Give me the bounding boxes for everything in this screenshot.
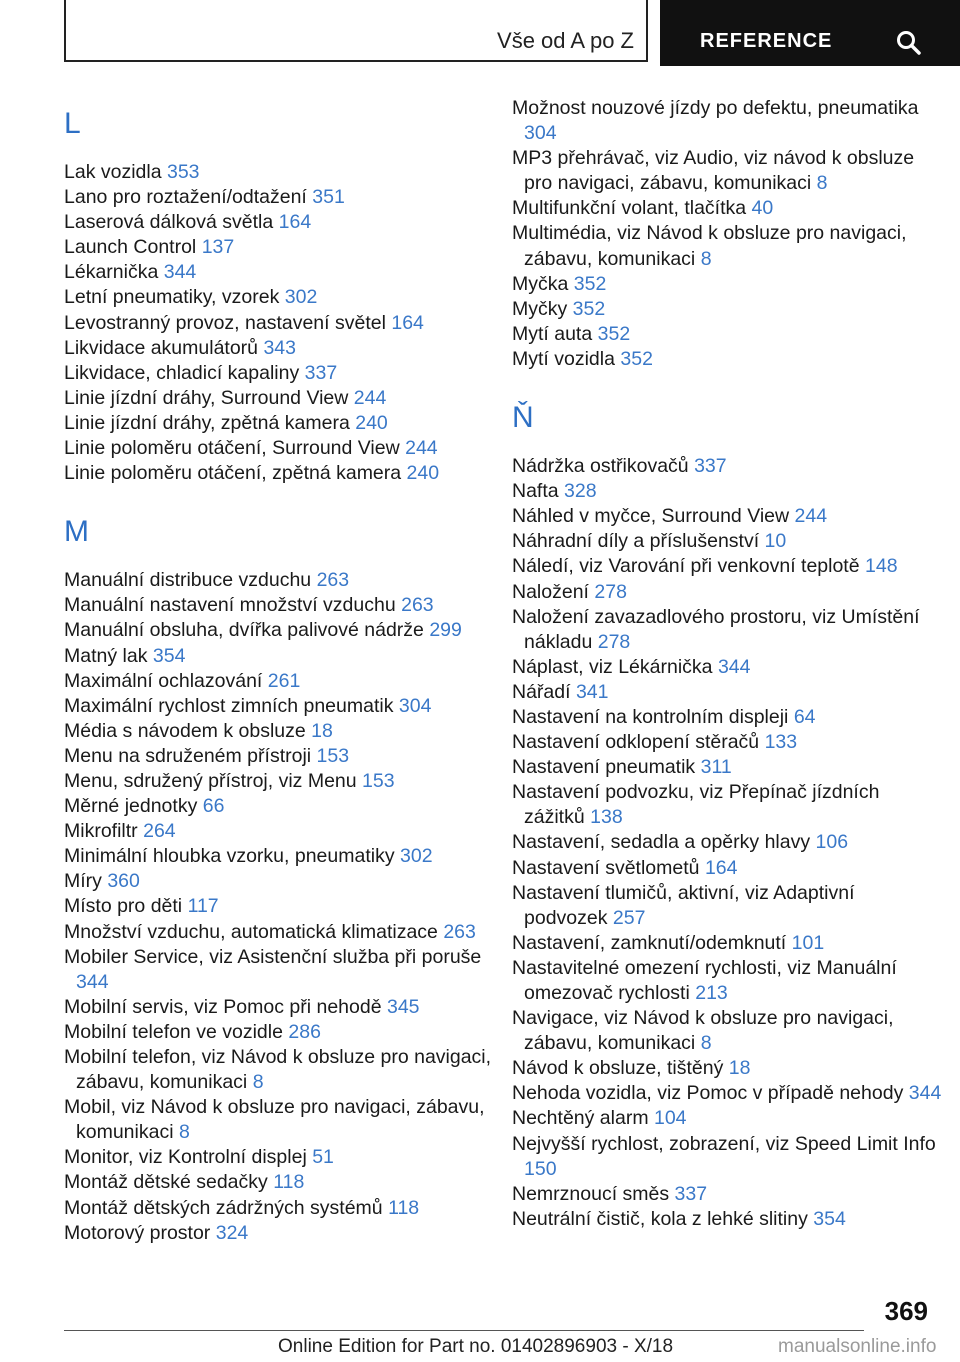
chapter-tab (64, 0, 648, 62)
page-reference-link[interactable]: 341 (575, 680, 609, 703)
page-reference-link[interactable]: 8 (816, 172, 828, 195)
index-entry-text: Mytí auta (512, 322, 593, 345)
index-entry-text: Nejvyšší rychlost, zobrazení, viz Speed Limit Info (512, 1132, 936, 1155)
index-entry-text: Nastavitelné omezení rychlosti, viz Manuální omezovač rychlosti (512, 956, 897, 1004)
index-entry (512, 1081, 942, 1106)
index-entry (64, 945, 494, 995)
index-entry (64, 1196, 494, 1221)
search-icon[interactable] (896, 30, 922, 56)
index-entry (64, 1170, 494, 1195)
index-entry (64, 185, 494, 210)
page-reference-link[interactable]: 337 (674, 1182, 708, 1205)
index-letter-heading: L (64, 107, 81, 140)
page-reference-link[interactable]: 40 (751, 197, 774, 220)
index-entry-text: Mytí vozidla (512, 347, 615, 370)
index-entry-text: Laserová dálková světla (64, 211, 274, 234)
index-entry (64, 1145, 494, 1170)
page-reference-link[interactable]: 164 (278, 211, 312, 234)
page-reference-link[interactable]: 240 (406, 462, 440, 485)
page-reference-link[interactable]: 311 (700, 756, 732, 779)
section-title: REFERENCE (700, 30, 833, 52)
index-entry-text: Manuální nastavení množství vzduchu (64, 594, 396, 617)
page-reference-link[interactable]: 352 (573, 272, 607, 295)
index-entry-text: Likvidace, chladicí kapaliny (64, 361, 300, 384)
index-entry (512, 605, 942, 655)
index-entry (512, 1207, 942, 1232)
index-entry (512, 1182, 942, 1207)
page-reference-link[interactable]: 153 (316, 744, 350, 767)
index-entry (64, 894, 494, 919)
index-entry (64, 336, 494, 361)
index-entry-text: Nastavení světlometů (512, 856, 700, 879)
page-reference-link[interactable]: 213 (695, 982, 728, 1004)
index-entry-text: Linie jízdní dráhy, Surround View (64, 386, 349, 409)
index-entry-text: Mobilní telefon, viz Návod k obsluze pro navigaci, zábavu, komunikaci (64, 1046, 492, 1094)
index-entry (512, 780, 942, 830)
index-entry (512, 705, 942, 730)
page-reference-link[interactable]: 118 (388, 1196, 420, 1219)
index-entry-text: Mobilní servis, viz Pomoc při nehodě (64, 995, 382, 1018)
index-entry-text: Minimální hloubka vzorku, pneumatiky (64, 845, 395, 868)
index-entry (512, 1006, 942, 1056)
index-entry (512, 529, 942, 554)
index-entry (64, 995, 494, 1020)
page-reference-link[interactable]: 8 (178, 1121, 190, 1144)
index-entry (64, 461, 494, 486)
index-entry (64, 1095, 494, 1145)
index-entry (512, 322, 942, 347)
index-entry (512, 454, 942, 479)
index-entry (64, 386, 494, 411)
index-entry-text: Nastavení pneumatik (512, 756, 696, 779)
page-reference-link[interactable]: 324 (215, 1221, 249, 1244)
page-reference-link[interactable]: 354 (152, 644, 186, 667)
page-reference-link[interactable]: 304 (398, 694, 432, 717)
index-entry (64, 920, 494, 945)
page-reference-link[interactable]: 18 (311, 719, 333, 742)
page-reference-link[interactable]: 133 (764, 731, 798, 754)
index-entry-text: Nemrznoucí směs (512, 1182, 670, 1205)
index-entry (64, 593, 494, 618)
index-entry (512, 196, 942, 221)
index-entry (512, 580, 942, 605)
index-entry-text: Maximální rychlost zimních pneumatik (64, 694, 394, 717)
index-entry (512, 347, 942, 372)
index-entry (512, 504, 942, 529)
index-entry (512, 956, 942, 1006)
page-reference-link[interactable]: 344 (163, 261, 197, 284)
index-entry-text: Myčky (512, 297, 568, 320)
page-reference-link[interactable]: 10 (764, 530, 787, 553)
index-entry (512, 272, 942, 297)
page-reference-link[interactable]: 138 (590, 806, 623, 829)
index-entry (512, 680, 942, 705)
index-entry (512, 655, 942, 680)
index-entry (64, 744, 494, 769)
section-spacer (512, 372, 942, 390)
index-entry-text: Montáž dětské sedačky (64, 1171, 268, 1194)
index-entry (512, 146, 942, 196)
page-reference-link[interactable]: 352 (597, 322, 631, 345)
index-entry (64, 436, 494, 461)
index-entry-text: Nářadí (512, 680, 571, 703)
index-entry-text: Maximální ochlazování (64, 669, 263, 692)
page-reference-link[interactable]: 263 (316, 569, 350, 592)
page-reference-link[interactable]: 286 (288, 1020, 321, 1043)
index-entry-text: Měrné jednotky (64, 795, 198, 818)
page-reference-link[interactable]: 278 (597, 630, 631, 653)
index-entry-text: Lak vozidla (64, 161, 162, 183)
page-reference-link[interactable]: 354 (813, 1207, 846, 1230)
index-entry (64, 794, 494, 819)
index-entry-text: Nafta (512, 480, 559, 503)
page-reference-link[interactable]: 352 (620, 347, 653, 370)
page-reference-link[interactable]: 117 (187, 895, 219, 918)
index-entry (512, 297, 942, 322)
page-reference-link[interactable]: 18 (728, 1057, 751, 1080)
index-entry (64, 260, 494, 285)
page-reference-link[interactable]: 344 (717, 655, 751, 678)
index-entry (512, 856, 942, 881)
page-reference-link[interactable]: 148 (865, 555, 898, 578)
page-reference-link[interactable]: 261 (267, 669, 301, 692)
index-entry-text: Lékarnička (64, 261, 159, 284)
index-entry-text: Linie jízdní dráhy, zpětná kamera (64, 411, 350, 434)
index-entry-text: Menu, sdružený přístroj, viz Menu (64, 769, 357, 792)
index-entry-text: Návod k obsluze, tištěný (512, 1057, 724, 1080)
index-entry (64, 719, 494, 744)
index-entry-text: Nastavení odklopení stěračů (512, 731, 760, 754)
index-column-right (512, 96, 942, 1232)
index-entry-text: Nastavení na kontrolním displeji (512, 705, 789, 728)
index-entry (64, 361, 494, 386)
index-entry-text: Monitor, viz Kontrolní displej (64, 1146, 307, 1169)
page-reference-link[interactable]: 304 (524, 122, 557, 145)
page-reference-link[interactable]: 64 (793, 705, 816, 728)
index-entry-text: Menu na sdruženém přístroji (64, 744, 312, 767)
index-entry-text: Lano pro roztažení/odtažení (64, 186, 307, 209)
index-entry-text: Motorový prostor (64, 1221, 211, 1244)
index-entry (64, 869, 494, 894)
index-entry (64, 644, 494, 669)
page-reference-link[interactable]: 263 (401, 594, 434, 617)
index-entry-text: Myčka (512, 272, 569, 295)
page-reference-link[interactable]: 343 (263, 336, 296, 359)
section-spacer (64, 486, 494, 504)
page-reference-link[interactable]: 137 (201, 236, 235, 259)
index-entry-text: Likvidace akumulátorů (64, 336, 259, 359)
page-reference-link[interactable]: 51 (312, 1146, 334, 1169)
index-entry-text: Multifunkční volant, tlačítka (512, 197, 747, 220)
index-entry (64, 311, 494, 336)
index-entry (512, 1106, 942, 1131)
index-entry-text: Nastavení, zamknutí/odemknutí (512, 931, 787, 954)
index-entry-text: Nastavení tlumičů, aktivní, viz Adaptivní podvozek (512, 881, 855, 929)
page-reference-link[interactable]: 244 (353, 386, 387, 409)
index-entry (64, 210, 494, 235)
index-entry (512, 1132, 942, 1182)
index-entry (64, 235, 494, 260)
index-entry-text: Montáž dětských zádržných systémů (64, 1196, 383, 1219)
index-entry (512, 931, 942, 956)
index-entry-text: Nastavení, sedadla a opěrky hlavy (512, 831, 811, 854)
section-tab[interactable] (660, 0, 960, 66)
index-column-left (64, 96, 494, 1246)
index-entry-text: Naložení (512, 580, 589, 603)
page-reference-link[interactable]: 66 (202, 795, 225, 818)
index-entry-text: Mikrofiltr (64, 820, 138, 843)
index-entry (64, 1045, 494, 1095)
index-entry-text: MP3 přehrávač, viz Audio, viz návod k obsluze pro navigaci, zábavu, komunikaci (512, 147, 915, 195)
index-entry (64, 1221, 494, 1246)
index-entry-text: Množství vzduchu, automatická klimatizace (64, 920, 438, 943)
index-entry (64, 411, 494, 436)
index-entry (64, 694, 494, 719)
index-entry (64, 568, 494, 593)
index-entry-text: Mobilní telefon ve vozidle (64, 1020, 283, 1043)
index-entry-text: Náhradní díly a příslušenství (512, 530, 760, 553)
page-reference-link[interactable]: 353 (166, 161, 200, 183)
index-entry-text: Nádržka ostřikovačů (512, 455, 689, 478)
page-reference-link[interactable]: 164 (704, 856, 738, 879)
page-reference-link[interactable]: 106 (815, 831, 849, 854)
index-entry (64, 160, 494, 185)
index-entry (512, 755, 942, 780)
index-entry-text: Média s návodem k obsluze (64, 719, 306, 742)
index-entry (64, 285, 494, 310)
index-entry (512, 479, 942, 504)
index-entry (512, 730, 942, 755)
page-reference-link[interactable]: 299 (429, 619, 462, 642)
index-entry-text: Mobiler Service, viz Asistenční služba při poruše (64, 945, 482, 968)
index-entry (512, 96, 942, 146)
page-reference-link[interactable]: 302 (284, 286, 318, 309)
index-entry-text: Launch Control (64, 236, 197, 259)
page-reference-link[interactable]: 360 (107, 870, 140, 893)
page-reference-link[interactable]: 263 (443, 920, 476, 943)
index-entry-text: Letní pneumatiky, vzorek (64, 286, 280, 309)
index-entry (64, 819, 494, 844)
page-reference-link[interactable]: 240 (355, 411, 388, 434)
page-reference-link[interactable]: 153 (362, 769, 395, 792)
index-entry-text: Náhled v myčce, Surround View (512, 505, 790, 528)
index-entry-text: Nechtěný alarm (512, 1107, 649, 1130)
index-entry (64, 1020, 494, 1045)
page-reference-link[interactable]: 101 (791, 931, 825, 954)
index-entry-text: Multimédia, viz Návod k obsluze pro navigaci, zábavu, komunikaci (512, 222, 907, 270)
index-letter-heading: M (64, 515, 89, 549)
index-entry (64, 769, 494, 794)
footer-divider (64, 1330, 864, 1331)
index-entry-text: Neutrální čistič, kola z lehké slitiny (512, 1207, 808, 1230)
page-reference-link[interactable]: 345 (386, 995, 420, 1018)
index-entry (512, 830, 942, 855)
page-reference-link[interactable]: 278 (594, 580, 627, 603)
index-entry-text: Náplast, viz Lékárnička (512, 655, 713, 678)
index-entry (64, 844, 494, 869)
index-entry-text: Linie poloměru otáčení, zpětná kamera (64, 462, 402, 485)
page-reference-link[interactable]: 150 (524, 1157, 557, 1180)
index-entry-text: Manuální distribuce vzduchu (64, 569, 312, 592)
page-reference-link[interactable]: 352 (572, 297, 606, 320)
index-letter-heading: Ň (512, 401, 534, 435)
index-entry (512, 554, 942, 579)
index-entry-text: Levostranný provoz, nastavení světel (64, 311, 386, 334)
page-reference-link[interactable]: 244 (405, 437, 438, 460)
page-reference-link[interactable]: 164 (391, 311, 424, 334)
watermark: manualsonline.info (778, 1336, 937, 1357)
index-entry-text: Mobil, viz Návod k obsluze pro navigaci, zábavu, komunikaci (64, 1096, 485, 1144)
page-reference-link[interactable]: 337 (304, 361, 338, 384)
page-reference-link[interactable]: 264 (143, 820, 176, 843)
index-entry-text: Nastavení podvozku, viz Přepínač jízdních zážitků (512, 781, 880, 829)
page-number: 369 (884, 1296, 928, 1326)
page-reference-link[interactable]: 8 (700, 1032, 712, 1055)
index-entry-text: Místo pro děti (64, 895, 183, 918)
index-entry-text: Navigace, viz Návod k obsluze pro navigaci, zábavu, komunikaci (512, 1007, 894, 1055)
page-reference-link[interactable]: 104 (653, 1107, 687, 1130)
edition-footer: Online Edition for Part no. 01402896903 - X/18 (278, 1336, 674, 1357)
page-reference-link[interactable]: 8 (252, 1071, 264, 1094)
page-reference-link[interactable]: 344 (76, 970, 109, 993)
index-entry-text: Matný lak (64, 644, 148, 667)
index-entry-text: Nehoda vozidla, viz Pomoc v případě nehody (512, 1082, 904, 1105)
page-reference-link[interactable]: 118 (273, 1171, 305, 1194)
index-entry-text: Míry (64, 870, 102, 893)
index-entry-text: Možnost nouzové jízdy po defektu, pneumatika (512, 97, 919, 119)
page-reference-link[interactable]: 328 (564, 480, 597, 503)
page-header (64, 0, 960, 66)
page-reference-link[interactable]: 244 (794, 505, 828, 528)
index-entry (64, 669, 494, 694)
page-reference-link[interactable]: 344 (908, 1082, 942, 1105)
page-reference-link[interactable]: 351 (312, 186, 345, 209)
index-entry-text: Manuální obsluha, dvířka palivové nádrže (64, 619, 424, 642)
page-reference-link[interactable]: 302 (400, 845, 433, 868)
index-entry-text: Linie poloměru otáčení, Surround View (64, 437, 400, 460)
index-entry (512, 221, 942, 271)
index-entry-text: Naložení zavazadlového prostoru, viz Umístění nákladu (512, 605, 920, 653)
page-reference-link[interactable]: 8 (700, 247, 712, 270)
chapter-title: Vše od A po Z (497, 28, 634, 53)
page-reference-link[interactable]: 257 (612, 906, 646, 929)
page-reference-link[interactable]: 337 (694, 455, 727, 478)
index-entry (512, 1056, 942, 1081)
index-entry (512, 881, 942, 931)
index-entry-text: Náledí, viz Varování při venkovní teplotě (512, 555, 860, 578)
index-entry (64, 618, 494, 643)
